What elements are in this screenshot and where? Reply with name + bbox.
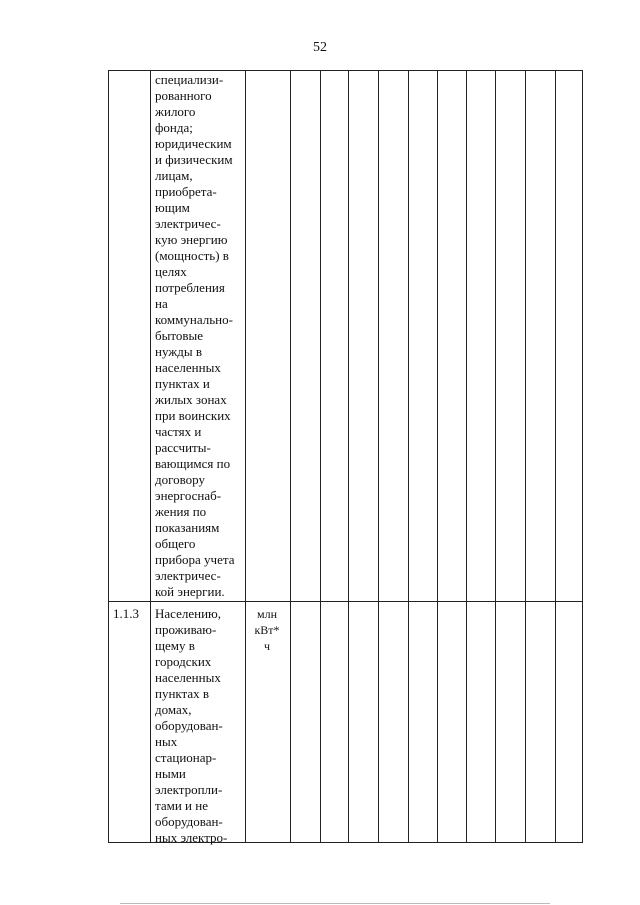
column-line	[150, 70, 151, 843]
table-top-border	[108, 70, 583, 71]
row-description: Населению, проживаю- щему в городских населенных пунктах в домах, оборудован- ных стационар- ными электропли- тами и не оборудован- ных электро-	[155, 606, 228, 845]
continued-row-description: специализи- рованного жилого фонда; юридическим и физическим лицам, приобрета- ющим электричес- кую энергию (мощность) в целях потребления на коммунально- бытовые нужды в населенных пунктах и жилых зонах при воинских частях и рассчиты- вающимся по договору энергоснаб- жения по показаниям общего прибора учета электричес- кой энергии.	[155, 72, 235, 599]
column-line	[466, 70, 467, 843]
row-divider	[108, 601, 583, 602]
column-line	[437, 70, 438, 843]
column-line	[320, 70, 321, 843]
column-line	[245, 70, 246, 843]
column-line	[582, 70, 583, 843]
column-line	[348, 70, 349, 843]
column-line	[495, 70, 496, 843]
column-line	[408, 70, 409, 843]
column-line	[378, 70, 379, 843]
scan-edge-line	[120, 903, 550, 904]
row-number: 1.1.3	[113, 606, 139, 621]
page-number: 52	[313, 40, 327, 55]
column-line	[525, 70, 526, 843]
column-line	[555, 70, 556, 843]
unit-of-measure: млн кВт* ч	[254, 607, 280, 653]
column-line	[108, 70, 109, 843]
column-line	[290, 70, 291, 843]
